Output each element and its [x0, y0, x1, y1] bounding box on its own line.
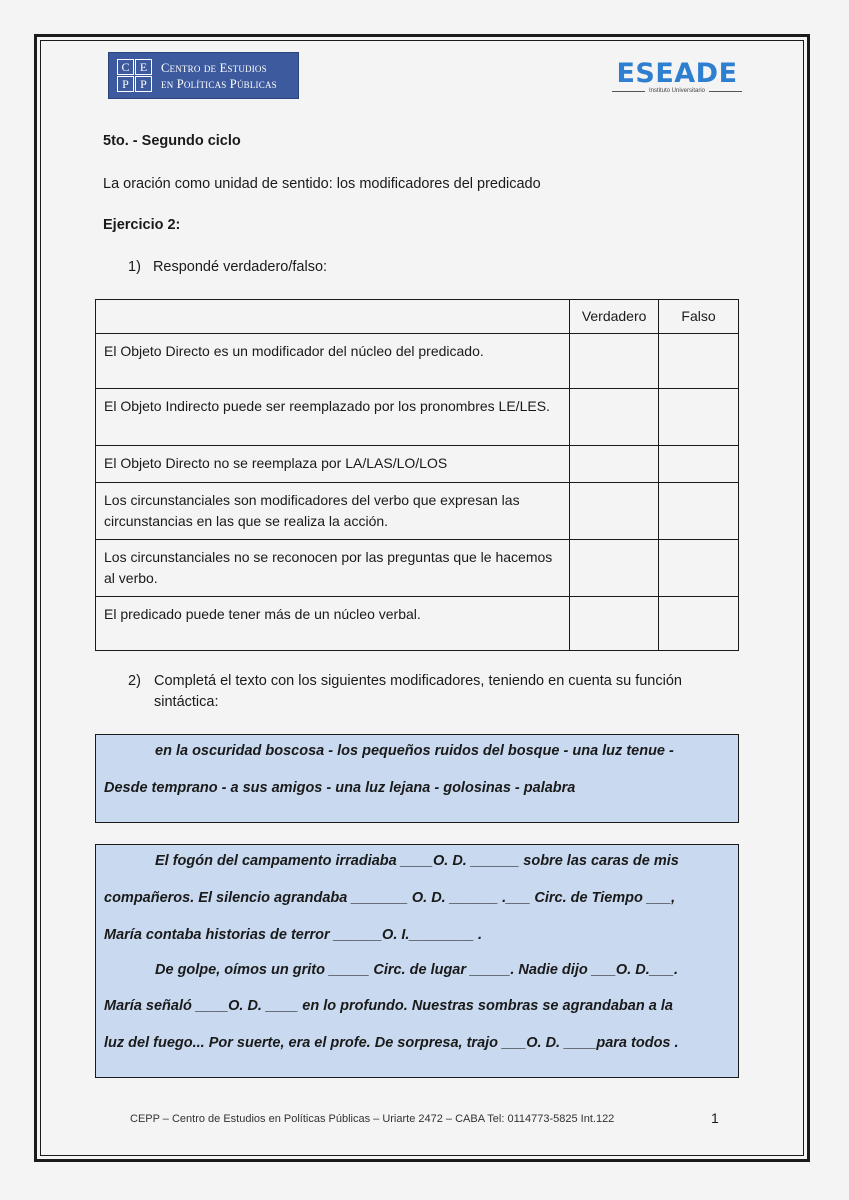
table-row [96, 597, 739, 651]
level-heading: 5to. - Segundo ciclo [103, 133, 241, 149]
falso-answer-cell[interactable] [659, 446, 739, 483]
eseade-logo-word: ESEADE [616, 58, 738, 89]
q1-instruction-text: Respondé verdadero/falso: [152, 259, 328, 275]
statement-cell: El Objeto Directo no se reemplaza por LA/LAS/LO/LOS [96, 446, 570, 483]
q2-number: 2) [128, 673, 141, 689]
column-header-falso: Falso [659, 300, 739, 334]
verdadero-answer-cell[interactable] [570, 446, 659, 483]
table-header-row [96, 300, 739, 334]
fill-in-text-line: compañeros. El silencio agrandaba _______ O. D. ______ .___ Circ. de Tiempo ___, [104, 890, 676, 906]
verdadero-answer-cell[interactable] [570, 389, 659, 446]
cepp-logo-line2: en Políticas Públicas [161, 77, 277, 91]
fill-in-text-line: luz del fuego... Por suerte, era el profe. De sorpresa, trajo ___O. D. ____para todos . [104, 1035, 679, 1051]
verdadero-answer-cell[interactable] [570, 483, 659, 540]
verdadero-answer-cell[interactable] [570, 597, 659, 651]
fill-in-text-box [95, 844, 739, 1078]
cepp-logo [108, 52, 299, 99]
falso-answer-cell[interactable] [659, 483, 739, 540]
q1-number: 1) [128, 259, 141, 275]
fill-in-text-line: De golpe, oímos un grito _____ Circ. de lugar _____. Nadie dijo ___O. D.___. [155, 962, 678, 978]
eseade-logo [612, 58, 742, 100]
falso-answer-cell[interactable] [659, 334, 739, 389]
falso-answer-cell[interactable] [659, 597, 739, 651]
q2-instruction [128, 671, 738, 713]
cepp-letter: P [117, 76, 134, 92]
table-row [96, 446, 739, 483]
statement-cell: Los circunstanciales no se reconocen por las preguntas que le hacemos al verbo. [96, 540, 570, 597]
footer-text: CEPP – Centro de Estudios en Políticas Públicas – Uriarte 2472 – CABA Tel: 0114773-5825 Int.122 [130, 1113, 615, 1125]
verdadero-answer-cell[interactable] [570, 334, 659, 389]
table-row [96, 334, 739, 389]
table-row [96, 483, 739, 540]
divider [612, 91, 645, 92]
cepp-letter: P [135, 76, 152, 92]
table-header-empty [96, 300, 570, 334]
falso-answer-cell[interactable] [659, 389, 739, 446]
statement-cell: El Objeto Indirecto puede ser reemplazado por los pronombres LE/LES. [96, 389, 570, 446]
divider [709, 91, 742, 92]
exercise-heading: Ejercicio 2: [103, 217, 181, 233]
word-bank-line: Desde temprano - a sus amigos - una luz lejana - golosinas - palabra [104, 780, 576, 796]
q1-instruction [128, 259, 327, 275]
falso-answer-cell[interactable] [659, 540, 739, 597]
fill-in-text-line: María señaló ____O. D. ____ en lo profundo. Nuestras sombras se agrandaban a la [104, 998, 673, 1014]
statement-cell: El predicado puede tener más de un núcleo verbal. [96, 597, 570, 651]
eseade-logo-subtitle [612, 88, 742, 94]
column-header-verdadero: Verdadero [570, 300, 659, 334]
verdadero-answer-cell[interactable] [570, 540, 659, 597]
true-false-table [95, 299, 739, 651]
table-row [96, 540, 739, 597]
cepp-logo-text [161, 60, 277, 92]
topic-heading: La oración como unidad de sentido: los modificadores del predicado [103, 176, 541, 192]
statement-cell: Los circunstanciales son modificadores del verbo que expresan las circunstancias en las que se realiza la acción. [96, 483, 570, 540]
fill-in-text-line: El fogón del campamento irradiaba ____O. D. ______ sobre las caras de mis [155, 853, 679, 869]
cepp-logo-line1: Centro de Estudios [161, 61, 267, 75]
q2-instruction-text: Completá el texto con los siguientes modificadores, teniendo en cuenta su función sintáctica: [154, 673, 682, 710]
fill-in-text-line: María contaba historias de terror ______O. I.________ . [104, 927, 482, 943]
cepp-letter: E [135, 59, 152, 75]
cepp-letter-grid [117, 59, 152, 92]
table-row [96, 389, 739, 446]
word-bank-box [95, 734, 739, 823]
page-number: 1 [711, 1110, 719, 1126]
eseade-logo-subtitle-text: Instituto Universitario [648, 88, 706, 94]
statement-cell: El Objeto Directo es un modificador del núcleo del predicado. [96, 334, 570, 389]
cepp-letter: C [117, 59, 134, 75]
word-bank-line: en la oscuridad boscosa - los pequeños ruidos del bosque - una luz tenue - [155, 743, 674, 759]
